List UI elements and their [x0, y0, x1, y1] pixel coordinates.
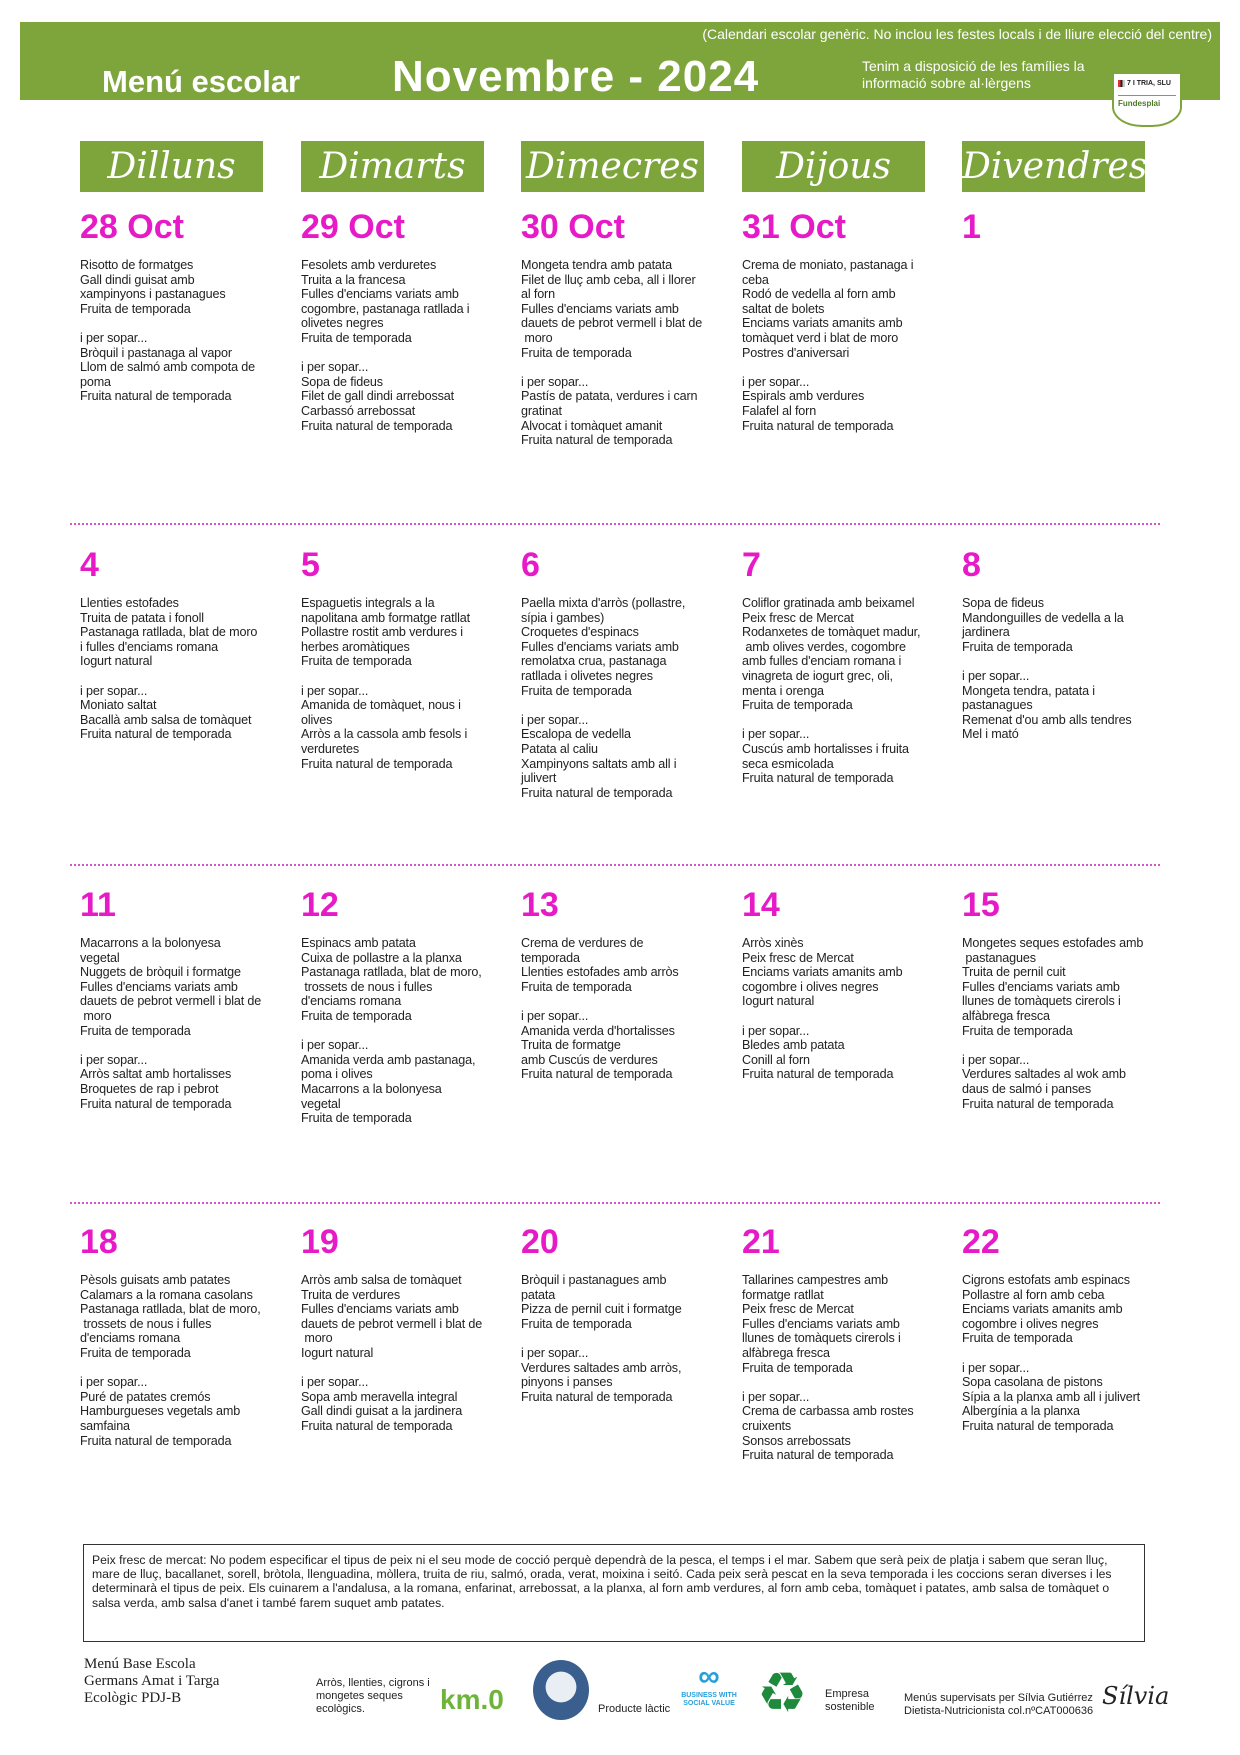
menu-item: poma i olives	[301, 1067, 373, 1082]
day-number: 14	[742, 886, 780, 924]
menu-item: vegetal	[80, 950, 120, 965]
menu-item: Fruita de temporada	[301, 330, 412, 345]
menu-item: Postres d'aniversari	[742, 345, 850, 360]
menu-item: sípia i gambes)	[521, 610, 605, 625]
header-banner	[20, 22, 1220, 108]
menu-item: Fruita de temporada	[301, 654, 412, 669]
menu-item: Fruita natural de temporada	[301, 756, 453, 771]
menu-item: samfaina	[80, 1418, 130, 1433]
menu-item: Fruita natural de temporada	[80, 1433, 232, 1448]
day-number: 29 Oct	[301, 208, 405, 246]
menu-item: Truita a la francesa	[301, 272, 406, 287]
menu-item: Iogurt natural	[301, 1345, 374, 1360]
day-number: 20	[521, 1223, 559, 1261]
social-value-text: BUSINESS WITH SOCIAL VALUE	[681, 1692, 737, 1707]
menu-item: herbes aromàtiques	[301, 639, 410, 654]
menu-item: Pollastre al forn amb ceba	[962, 1287, 1105, 1302]
menu-spacer	[742, 713, 932, 728]
day-cell	[521, 886, 711, 1082]
menu-item: d'enciams romana	[301, 994, 402, 1009]
dinner-heading: i per sopar...	[521, 1008, 589, 1023]
menu-item: Verdures saltades amb arròs,	[521, 1360, 682, 1375]
day-number: 13	[521, 886, 559, 924]
menu-item: Fruita natural de temporada	[742, 1067, 894, 1082]
menu-item: verduretes	[301, 741, 360, 756]
menu-item: Fruita de temporada	[80, 1023, 191, 1038]
day-cell	[301, 208, 491, 433]
menu-item: Iogurt natural	[742, 994, 815, 1009]
menu-item: Fulles d'enciams variats amb	[301, 1302, 459, 1317]
menu-item: trossets de nous i fulles	[80, 1316, 212, 1331]
menu-item: Fruita de temporada	[521, 345, 632, 360]
menu-item: Amanida verda d'hortalisses	[521, 1023, 675, 1038]
menu-item: gratinat	[521, 403, 562, 418]
base-line: Ecològic PDJ-B	[84, 1690, 182, 1706]
brand-title: Menú escolar	[102, 64, 301, 99]
menu-spacer	[521, 994, 711, 1009]
dinner-heading: i per sopar...	[742, 1023, 810, 1038]
base-line: Menú Base Escola	[84, 1656, 196, 1672]
menu-item: daus de salmó i panses	[962, 1081, 1092, 1096]
menu-item: temporada	[521, 950, 580, 965]
day-cell	[521, 1223, 711, 1404]
menu-spacer	[80, 1361, 270, 1376]
menu-item: Fruita natural de temporada	[301, 1418, 453, 1433]
menu-item: Paella mixta d'arròs (pollastre,	[521, 596, 686, 610]
week-separator	[70, 1202, 1160, 1204]
day-cell	[80, 1223, 270, 1448]
day-cell	[301, 546, 491, 771]
menu-item: Truita de formatge	[521, 1038, 621, 1053]
menu-item: Fruita de temporada	[521, 979, 632, 994]
menu-item: Fruita de temporada	[962, 639, 1073, 654]
menu-item: Fruita de temporada	[742, 1360, 853, 1375]
menu-item: Enciams variats amanits amb	[962, 1302, 1123, 1317]
menu-item: Fruita natural de temporada	[521, 1067, 673, 1082]
day-number: 31 Oct	[742, 208, 846, 246]
menu-item: Fulles d'enciams variats amb	[301, 287, 459, 302]
menu-item: Calamars a la romana casolans	[80, 1287, 253, 1302]
dinner-heading: i per sopar...	[742, 727, 810, 742]
menu-item: Patata al caliu	[521, 741, 598, 756]
day-number: 8	[962, 546, 981, 584]
menu-item: Fulles d'enciams variats amb	[742, 1316, 900, 1331]
menu-item: Croquetes d'espinacs	[521, 625, 639, 640]
menu-item: Cigrons estofats amb espinacs	[962, 1273, 1130, 1287]
menu-item: llunes de tomàquets cirerols i	[742, 1331, 901, 1346]
dinner-heading: i per sopar...	[80, 1375, 148, 1390]
menu-item: Peix fresc de Mercat	[742, 610, 854, 625]
supervised-by: Menús supervisats per Sílvia Gutiérrez Dietista-Nutricionista col.nºCAT000636	[904, 1692, 1094, 1717]
menu-item: Fulles d'enciams variats amb	[521, 301, 679, 316]
menu-item: tomàquet verd i blat de moro	[742, 330, 899, 345]
menu-item: Mongeta tendra, patata i	[962, 683, 1095, 698]
day-cell	[742, 1223, 932, 1463]
day-cell	[80, 208, 270, 404]
menu-item: dauets de pebrot vermell i blat de	[521, 316, 703, 331]
dinner-heading: i per sopar...	[962, 668, 1030, 683]
menu-item: Pastanaga ratllada, blat de moro	[80, 625, 258, 640]
dinner-heading: i per sopar...	[962, 1052, 1030, 1067]
menu-item: Pollastre rostit amb verdures i	[301, 625, 463, 640]
menu-item: Gall dindi guisat a la jardinera	[301, 1404, 463, 1419]
day-number: 30 Oct	[521, 208, 625, 246]
menu-item: Fruita natural de temporada	[962, 1418, 1114, 1433]
menu-item: Alvocat i tomàquet amanit	[521, 418, 663, 433]
menu-item: menta i orenga	[742, 683, 824, 698]
menu-item: d'enciams romana	[80, 1331, 181, 1346]
day-number: 21	[742, 1223, 780, 1261]
menu-item: Remenat d'ou amb alls tendres	[962, 712, 1132, 727]
day-cell	[80, 886, 270, 1111]
day-cell	[742, 208, 932, 433]
menu-spacer	[742, 1375, 932, 1390]
dinner-heading: i per sopar...	[80, 683, 148, 698]
menu-item: Pastanaga ratllada, blat de moro,	[80, 1302, 261, 1317]
menu-item: Crema de verdures de	[521, 936, 644, 950]
menu-spacer	[962, 1038, 1152, 1053]
menu-item: Arròs amb salsa de tomàquet	[301, 1273, 462, 1287]
dinner-heading: i per sopar...	[521, 374, 589, 389]
menu-item: Fruita natural de temporada	[962, 1096, 1114, 1111]
menu-item: Crema de moniato, pastanaga i	[742, 258, 914, 272]
day-number: 6	[521, 546, 540, 584]
menu-item: amb fulles d'enciam romana i	[742, 654, 902, 669]
menu-item: pastanagues	[962, 950, 1036, 965]
menu-item: Espirals amb verdures	[742, 389, 865, 404]
menu-item: amb olives verdes, cogombre	[742, 639, 906, 654]
menu-spacer	[742, 1009, 932, 1024]
recycle-icon: ♻	[757, 1661, 808, 1724]
menu-item: olivetes negres	[301, 316, 384, 331]
dinner-heading: i per sopar...	[80, 1052, 148, 1067]
day-number: 22	[962, 1223, 1000, 1261]
menu-item: ratllada i olivetes negres	[521, 668, 653, 683]
week-separator	[70, 864, 1160, 866]
dinner-heading: i per sopar...	[521, 1345, 589, 1360]
menu-item: Fesolets amb verduretes	[301, 258, 437, 272]
calendar-note: (Calendari escolar genèric. No inclou les festes locals i de lliure elecció del centre)	[702, 26, 1212, 42]
day-number: 19	[301, 1223, 339, 1261]
menu-item: Fruita de temporada	[80, 1345, 191, 1360]
week-separator	[70, 523, 1160, 525]
menu-spacer	[962, 654, 1152, 669]
allergen-info: Tenim a disposició de les famílies la informació sobre al·lèrgens	[862, 58, 1085, 91]
menu-item: Pizza de pernil cuit i formatge	[521, 1302, 682, 1317]
lactic-label: Producte làctic	[598, 1703, 671, 1715]
weekday-header: Dimarts	[301, 141, 484, 192]
menu-item: Conill al forn	[742, 1052, 810, 1067]
menu-item: Filet de lluç amb ceba, all i llorer	[521, 272, 696, 287]
menu-item: Fruita natural de temporada	[80, 727, 232, 742]
menu-item: Pastanaga ratllada, blat de moro,	[301, 965, 482, 980]
menu-item: Sopa casolana de pistons	[962, 1375, 1103, 1390]
day-number: 7	[742, 546, 761, 584]
menu-item: Fruita de temporada	[301, 1111, 412, 1126]
menu-item: Fulles d'enciams variats amb	[521, 639, 679, 654]
weekday-header: Dijous	[742, 141, 925, 192]
sustainable-company-label: Empresa sostenible	[825, 1688, 875, 1713]
menu-spacer	[521, 698, 711, 713]
menu-item: Mongetes seques estofades amb	[962, 936, 1144, 950]
menu-item: Truita de pernil cuit	[962, 965, 1066, 980]
menu-item: Amanida verda amb pastanaga,	[301, 1052, 476, 1067]
day-cell	[962, 208, 1152, 258]
menu-item: ceba	[742, 272, 769, 287]
menu-item: Fruita natural de temporada	[80, 389, 232, 404]
menu-item: Risotto de formatges	[80, 258, 194, 272]
menu-item: llunes de tomàquets cirerols i	[962, 994, 1121, 1009]
menu-item: i fulles d'enciams romana	[80, 639, 218, 654]
menu-item: Fruita natural de temporada	[742, 1448, 894, 1463]
menu-item: xampinyons i pastanagues	[80, 287, 226, 302]
day-number: 18	[80, 1223, 118, 1261]
menu-item: Fulles d'enciams variats amb	[962, 979, 1120, 994]
menu-item: Fruita de temporada	[962, 1023, 1073, 1038]
menu-item: Nuggets de bròquil i formatge	[80, 965, 241, 980]
menu-item: Cuixa de pollastre a la planxa	[301, 950, 462, 965]
day-cell	[80, 546, 270, 742]
menu-item: Albergínia a la planxa	[962, 1404, 1080, 1419]
menu-base-info	[84, 1656, 219, 1707]
menu-item: Fruita natural de temporada	[742, 418, 894, 433]
menu-spacer	[301, 1024, 491, 1039]
day-cell	[742, 546, 932, 786]
km0-logo: km.0	[440, 1684, 504, 1715]
menu-item: Moniato saltat	[80, 698, 157, 713]
menu-item: Truita de patata i fonoll	[80, 610, 204, 625]
menu-spacer	[301, 1361, 491, 1376]
menu-item: Tallarines campestres amb	[742, 1273, 889, 1287]
menu-item: Peix fresc de Mercat	[742, 950, 854, 965]
menu-spacer	[301, 669, 491, 684]
infinity-icon: ∞	[698, 1660, 720, 1693]
signature: Sílvia	[1102, 1682, 1170, 1710]
day-cell	[301, 1223, 491, 1434]
menu-item: Bròquil i pastanagues amb	[521, 1273, 667, 1287]
dinner-heading: i per sopar...	[301, 683, 369, 698]
menu-item: poma	[80, 374, 111, 389]
menu-item: Bacallà amb salsa de tomàquet	[80, 712, 252, 727]
menu-item: Llenties estofades amb arròs	[521, 965, 679, 980]
menu-item: Filet de gall dindi arrebossat	[301, 389, 455, 404]
weekday-header: Divendres	[962, 141, 1145, 192]
menu-spacer	[521, 360, 711, 375]
dinner-heading: i per sopar...	[742, 374, 810, 389]
menu-item: Rodanxetes de tomàquet madur,	[742, 625, 921, 640]
menu-item: Coliflor gratinada amb beixamel	[742, 596, 915, 610]
menu-spacer	[80, 316, 270, 331]
menu-item: Sípia a la planxa amb all i julivert	[962, 1389, 1141, 1404]
menu-item: Fruita natural de temporada	[742, 771, 894, 786]
menu-item: Sonsos arrebossats	[742, 1433, 851, 1448]
menu-item: al forn	[521, 287, 555, 302]
menu-item: amb Cuscús de verdures	[521, 1052, 658, 1067]
day-cell	[962, 886, 1152, 1111]
menu-item: Pèsols guisats amb patates	[80, 1273, 231, 1287]
menu-item: Fruita de temporada	[521, 1316, 632, 1331]
menu-item: Fruita natural de temporada	[301, 418, 453, 433]
menu-item: Verdures saltades al wok amb	[962, 1067, 1126, 1082]
day-cell	[521, 546, 711, 800]
menu-spacer	[521, 1331, 711, 1346]
menu-item: cogombre i olives negres	[742, 979, 879, 994]
menu-item: Sopa de fideus	[301, 374, 383, 389]
dinner-heading: i per sopar...	[301, 360, 369, 375]
day-cell	[521, 208, 711, 448]
menu-item: Peix fresc de Mercat	[742, 1302, 854, 1317]
menu-item: cogombre i olives negres	[962, 1316, 1099, 1331]
dinner-heading: i per sopar...	[80, 330, 148, 345]
menu-item: Fulles d'enciams variats amb	[80, 979, 238, 994]
menu-spacer	[742, 360, 932, 375]
menu-item: remolatxa crua, pastanaga	[521, 654, 667, 669]
menu-item: Sopa amb meravella integral	[301, 1389, 458, 1404]
day-number: 4	[80, 546, 99, 584]
menu-item: Sopa de fideus	[962, 596, 1044, 610]
menu-item: Falafel al forn	[742, 403, 817, 418]
menu-item: alfàbrega fresca	[962, 1008, 1050, 1023]
dinner-heading: i per sopar...	[742, 1389, 810, 1404]
dairy-cow-logo	[533, 1660, 589, 1720]
menu-item: Fruita natural de temporada	[521, 1389, 673, 1404]
day-cell	[301, 886, 491, 1126]
day-cell	[742, 886, 932, 1082]
menu-item: Cuscús amb hortalisses i fruita	[742, 741, 909, 756]
menu-item: Enciams variats amanits amb	[742, 316, 903, 331]
menu-item: Enciams variats amanits amb	[742, 965, 903, 980]
menu-spacer	[962, 1346, 1152, 1361]
menu-item: Pastís de patata, verdures i carn	[521, 389, 698, 404]
day-cell	[962, 546, 1152, 742]
day-number: 5	[301, 546, 320, 584]
menu-item: Broquetes de rap i pebrot	[80, 1081, 219, 1096]
day-number: 15	[962, 886, 1000, 924]
flag-icon	[1118, 80, 1125, 87]
menu-item: Truita de verdures	[301, 1287, 401, 1302]
menu-item: Arròs a la cassola amb fesols i	[301, 727, 468, 742]
social-value-logo	[680, 1662, 738, 1724]
menu-item: Arròs saltat amb hortalisses	[80, 1067, 232, 1082]
menu-item: moro	[80, 1008, 112, 1023]
menu-item: Espaguetis integrals a la	[301, 596, 435, 610]
menu-item: Puré de patates cremós	[80, 1389, 211, 1404]
day-number: 12	[301, 886, 339, 924]
menu-item: jardinera	[962, 625, 1010, 640]
menu-item: Bledes amb patata	[742, 1038, 845, 1053]
ecological-note: Arròs, llenties, cigrons i mongetes seques ecològics.	[316, 1677, 430, 1715]
menu-item: Xampinyons saltats amb all i	[521, 756, 677, 771]
menu-item: Macarrons a la bolonyesa	[301, 1081, 442, 1096]
weekday-header: Dimecres	[521, 141, 704, 192]
company-logo	[1112, 72, 1182, 127]
menu-item: Amanida de tomàquet, nous i	[301, 698, 461, 713]
logo-company-name: 7 I TRIA, SLU	[1127, 80, 1171, 87]
menu-item: moro	[301, 1331, 333, 1346]
dinner-heading: i per sopar...	[962, 1360, 1030, 1375]
menu-item: vegetal	[301, 1096, 341, 1111]
menu-item: dauets de pebrot vermell i blat de	[301, 1316, 483, 1331]
menu-item: Llenties estofades	[80, 596, 179, 610]
menu-item: Fruita natural de temporada	[521, 433, 673, 448]
menu-spacer	[80, 1038, 270, 1053]
menu-item: trossets de nous i fulles	[301, 979, 433, 994]
menu-item: Rodó de vedella al forn amb	[742, 287, 896, 302]
day-number: 11	[80, 886, 116, 924]
menu-item: vinagreta de iogurt grec, oli,	[742, 668, 893, 683]
menu-spacer	[301, 346, 491, 361]
menu-item: Fruita de temporada	[80, 301, 191, 316]
day-number: 28 Oct	[80, 208, 184, 246]
menu-item: formatge ratllat	[742, 1287, 824, 1302]
menu-item: patata	[521, 1287, 556, 1302]
menu-item: Escalopa de vedella	[521, 727, 631, 742]
day-cell	[962, 1223, 1152, 1434]
dinner-heading: i per sopar...	[301, 1375, 369, 1390]
menu-item: olives	[301, 712, 333, 727]
menu-item: dauets de pebrot vermell i blat de	[80, 994, 262, 1009]
fish-footnote: Peix fresc de mercat: No podem especificar el tipus de peix ni el seu mode de cocció perquè dependrà de la pesca, el temps i el mar. Sabem que serà peix de platja i sabem que seran lluç, mare de lluç, bacallanet, sorell, bròtola, llenguadina, mòllera, truita de riu, salmó, orada, verat, moixina i seitó. Cada peix serà pescat en la seva temporada i les coccions seran diverses i les determinarà el tipus de peix. Els cuinarem a l'andalusa, a la romana, enfarinat, arrebossat, a la planxa, al forn amb verdures, al forn amb ceba, tomàquet i patates, amb salsa de tomàquet o salsa verda, amb salsa d'anet i també farem suquet amb patates.	[83, 1544, 1145, 1642]
menu-item: Llom de salmó amb compota de	[80, 360, 256, 375]
menu-item: julivert	[521, 771, 557, 786]
menu-item: cogombre, pastanaga ratllada i	[301, 301, 470, 316]
menu-item: alfàbrega fresca	[742, 1345, 830, 1360]
menu-item: Espinacs amb patata	[301, 936, 416, 950]
menu-item: Fruita de temporada	[742, 698, 853, 713]
weekday-header: Dilluns	[80, 141, 263, 192]
menu-item: moro	[521, 330, 553, 345]
menu-item: Hamburgueses vegetals amb	[80, 1404, 241, 1419]
menu-item: napolitana amb formatge ratllat	[301, 610, 470, 625]
menu-item: Fruita de temporada	[962, 1331, 1073, 1346]
month-title: Novembre - 2024	[392, 52, 760, 101]
menu-item: Mongeta tendra amb patata	[521, 258, 672, 272]
menu-item: cruixents	[742, 1418, 792, 1433]
menu-item: Iogurt natural	[80, 654, 153, 669]
menu-item: Macarrons a la bolonyesa	[80, 936, 221, 950]
menu-item: Fruita natural de temporada	[521, 785, 673, 800]
menu-item: Crema de carbassa amb rostes	[742, 1404, 914, 1419]
menu-item: Arròs xinès	[742, 936, 804, 950]
menu-item: Gall dindi guisat amb	[80, 272, 195, 287]
logo-fundesplai: Fundesplai	[1118, 95, 1176, 108]
menu-spacer	[80, 669, 270, 684]
menu-item: Fruita natural de temporada	[80, 1096, 232, 1111]
menu-item: saltat de bolets	[742, 301, 825, 316]
menu-item: Mandonguilles de vedella a la	[962, 610, 1124, 625]
dinner-heading: i per sopar...	[521, 712, 589, 727]
day-number: 1	[962, 208, 981, 246]
base-line: Germans Amat i Targa	[84, 1673, 220, 1689]
menu-item: Mel i mató	[962, 727, 1019, 742]
menu-item: pastanagues	[962, 698, 1033, 713]
menu-item: Carbassó arrebossat	[301, 403, 416, 418]
menu-item: Fruita de temporada	[301, 1008, 412, 1023]
menu-item: Bròquil i pastanaga al vapor	[80, 345, 232, 360]
menu-item: seca esmicolada	[742, 756, 834, 771]
menu-item: pinyons i panses	[521, 1375, 613, 1390]
menu-item: Fruita de temporada	[521, 683, 632, 698]
dinner-heading: i per sopar...	[301, 1038, 369, 1053]
